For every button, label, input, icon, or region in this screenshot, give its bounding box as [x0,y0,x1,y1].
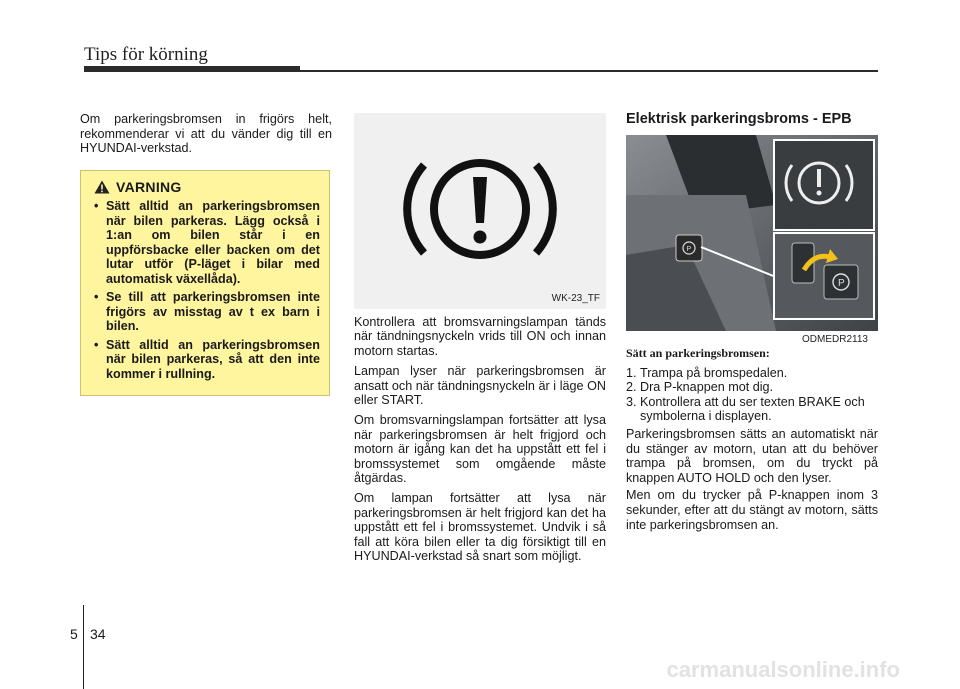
warning-header [94,179,320,195]
header-title: Tips för körning [84,44,208,65]
warning-list [90,199,320,381]
section-title: Elektrisk parkeringsbroms - EPB [626,111,852,127]
step-number: 1. [626,365,637,380]
paragraph: Lampan lyser när parkeringsbromsen är ansatt och när tändningsnyckeln är i läge ON eller START. [354,364,606,408]
step-item [626,366,878,381]
step-text: Dra P-knappen mot dig. [640,380,774,395]
col2-text [354,315,606,570]
step-item [626,395,878,424]
svg-text:P: P [838,278,845,289]
step-number: 3. [626,394,637,409]
footer-divider [83,605,84,689]
paragraph: Kontrollera att bromsvarningslampan tänds när tändningsnyckeln vrids till ON och innan motorn startas. [354,315,606,358]
figure-code: ODMEDR2113 [802,334,868,345]
figure-code: WK-23_TF [551,293,600,304]
col3-text [626,346,878,535]
warning-box [80,170,330,396]
paragraph: Om lampan fortsätter att lysa när parkeringsbromsen är helt frigjord kan det ha uppstått ett fel i bromssystemet. Undvik i så fall att köra bilen eller ta dig försiktigt till en HYUNDAI-verkstad så snart som möjligt. [354,491,606,564]
step-text: Kontrollera att du ser texten BRAKE och symbolerna i displayen. [640,394,865,424]
epb-console-illustration [626,135,878,331]
step-text: Trampa på bromspedalen. [640,365,788,380]
header-rule [300,70,878,72]
section-number: 5 [70,626,78,642]
warning-item: • Se till att parkeringsbromsen inte frigörs av misstag av t ex barn i bilen. [90,290,320,334]
paragraph: Om bromsvarningslampan fortsätter att lysa när parkeringsbromsen är helt frigjord och motorn är igång kan det ha uppstått ett fel i bromssystemet som omgående måste åtgärdas. [354,413,606,486]
step-number: 2. [626,380,637,395]
brake-warning-figure [354,113,606,309]
subheading: Sätt an parkeringsbromsen: [626,346,770,360]
brake-warning-lamp-icon [354,113,606,309]
warning-item: • Sätt alltid an parkeringsbromsen när bilen parkeras. Lägg också i 1:an om bilen står i en uppförsbacke eller backen om det lutar utför (P-läget i bilar med automatisk växellåda). [90,199,320,286]
paragraph: Parkeringsbromsen sätts an automatiskt när du stänger av motorn, utan att du behöver trampa på bromsen, om du tryckt på knappen AUTO HOLD och den lyser. [626,426,878,485]
page-number: 34 [90,626,106,642]
intro-paragraph: Om parkeringsbromsen in frigörs helt, rekommenderar vi att du vänder dig till en HYUNDAI-verkstad. [80,112,332,156]
epb-photo [626,135,878,331]
warning-triangle-icon [94,180,110,194]
header-bar [84,66,300,72]
warning-item: • Sätt alltid an parkeringsbromsen när bilen parkeras, så att den inte kommer i rullning. [90,338,320,382]
svg-text:P: P [686,246,692,253]
watermark: carmanualsonline.info [666,657,900,682]
step-item [626,380,878,395]
paragraph: Men om du trycker på P-knappen inom 3 sekunder, efter att du stängt av motorn, sätts inte parkeringsbromsen an. [626,488,878,532]
warning-title: VARNING [116,179,182,195]
